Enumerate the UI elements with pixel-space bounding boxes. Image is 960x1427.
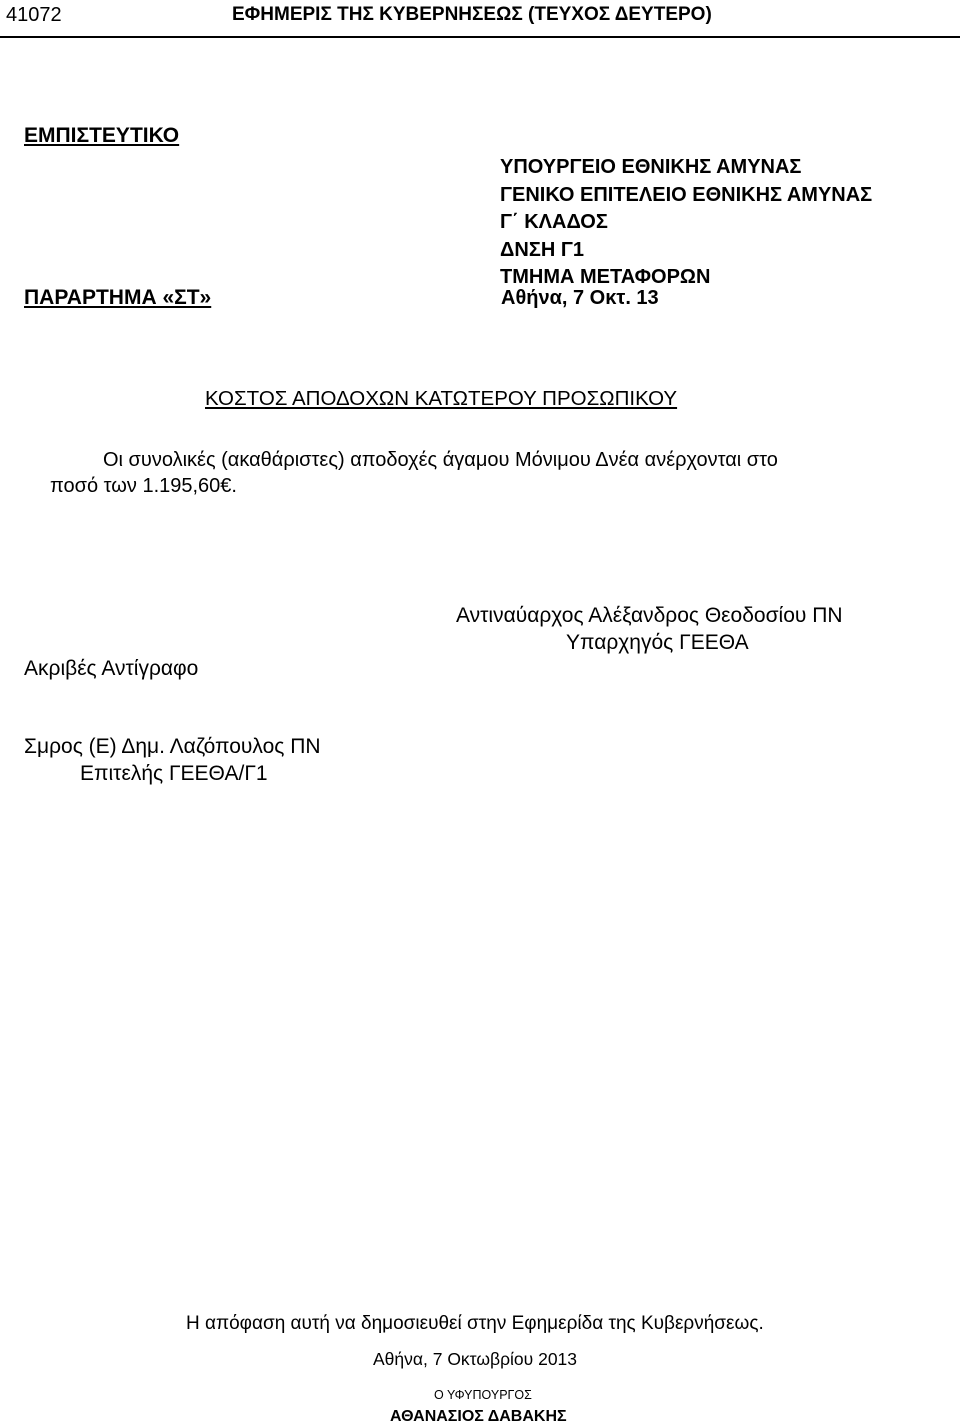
deputy-minister-name: ΑΘΑΝΑΣΙΟΣ ΔΑΒΑΚΗΣ <box>390 1408 567 1425</box>
signatory-name: Αντιναύαρχος Αλέξανδρος Θεοδοσίου ΠΝ <box>456 604 843 627</box>
closing-date: Αθήνα, 7 Οκτωβρίου 2013 <box>373 1349 578 1369</box>
body-text-line: Οι συνολικές (ακαθάριστες) αποδοχές άγαμου Μόνιμου Δνέα ανέρχονται στο <box>103 449 778 471</box>
deputy-minister-title: Ο ΥΦΥΠΟΥΡΓΟΣ <box>434 1388 532 1402</box>
ministry-line: ΓΕΝΙΚΟ ΕΠΙΤΕΛΕΙΟ ΕΘΝΙΚΗΣ ΑΜΥΝΑΣ <box>500 183 873 206</box>
ministry-line: Γ΄ ΚΛΑΔΟΣ <box>500 211 608 233</box>
page-number: 41072 <box>6 4 62 26</box>
officer-role: Επιτελής ΓΕΕΘΑ/Γ1 <box>80 762 268 785</box>
certified-copy-label: Ακριβές Αντίγραφο <box>24 657 199 680</box>
body-text-line: ποσό των 1.195,60€. <box>50 475 237 497</box>
gazette-title: ΕΦΗΜΕΡΙΣ ΤΗΣ ΚΥΒΕΡΝΗΣΕΩΣ (ΤΕΥΧΟΣ ΔΕΥΤΕΡΟ) <box>232 4 712 25</box>
classification-label: ΕΜΠΙΣΤΕΥΤΙΚΟ <box>24 124 180 147</box>
document-title: ΚΟΣΤΟΣ ΑΠΟΔΟΧΩΝ ΚΑΤΩΤΕΡΟΥ ΠΡΟΣΩΠΙΚΟΥ <box>205 387 678 410</box>
publication-order: Η απόφαση αυτή να δημοσιευθεί στην Εφημερίδα της Κυβερνήσεως. <box>186 1313 764 1334</box>
ministry-block <box>500 154 872 292</box>
annex-label: ΠΑΡΑΡΤΗΜΑ «ΣΤ» <box>24 286 212 309</box>
signatory-title: Υπαρχηγός ΓΕΕΘΑ <box>566 631 749 654</box>
place-date: Αθήνα, 7 Οκτ. 13 <box>501 287 659 309</box>
header-rule <box>0 36 960 38</box>
ministry-line: ΥΠΟΥΡΓΕΙΟ ΕΘΝΙΚΗΣ ΑΜΥΝΑΣ <box>500 156 802 178</box>
ministry-line: ΤΜΗΜΑ ΜΕΤΑΦΟΡΩΝ <box>500 266 711 288</box>
officer-name: Σμρος (Ε) Δημ. Λαζόπουλος ΠΝ <box>24 735 321 758</box>
ministry-line: ΔΝΣΗ Γ1 <box>500 238 584 261</box>
